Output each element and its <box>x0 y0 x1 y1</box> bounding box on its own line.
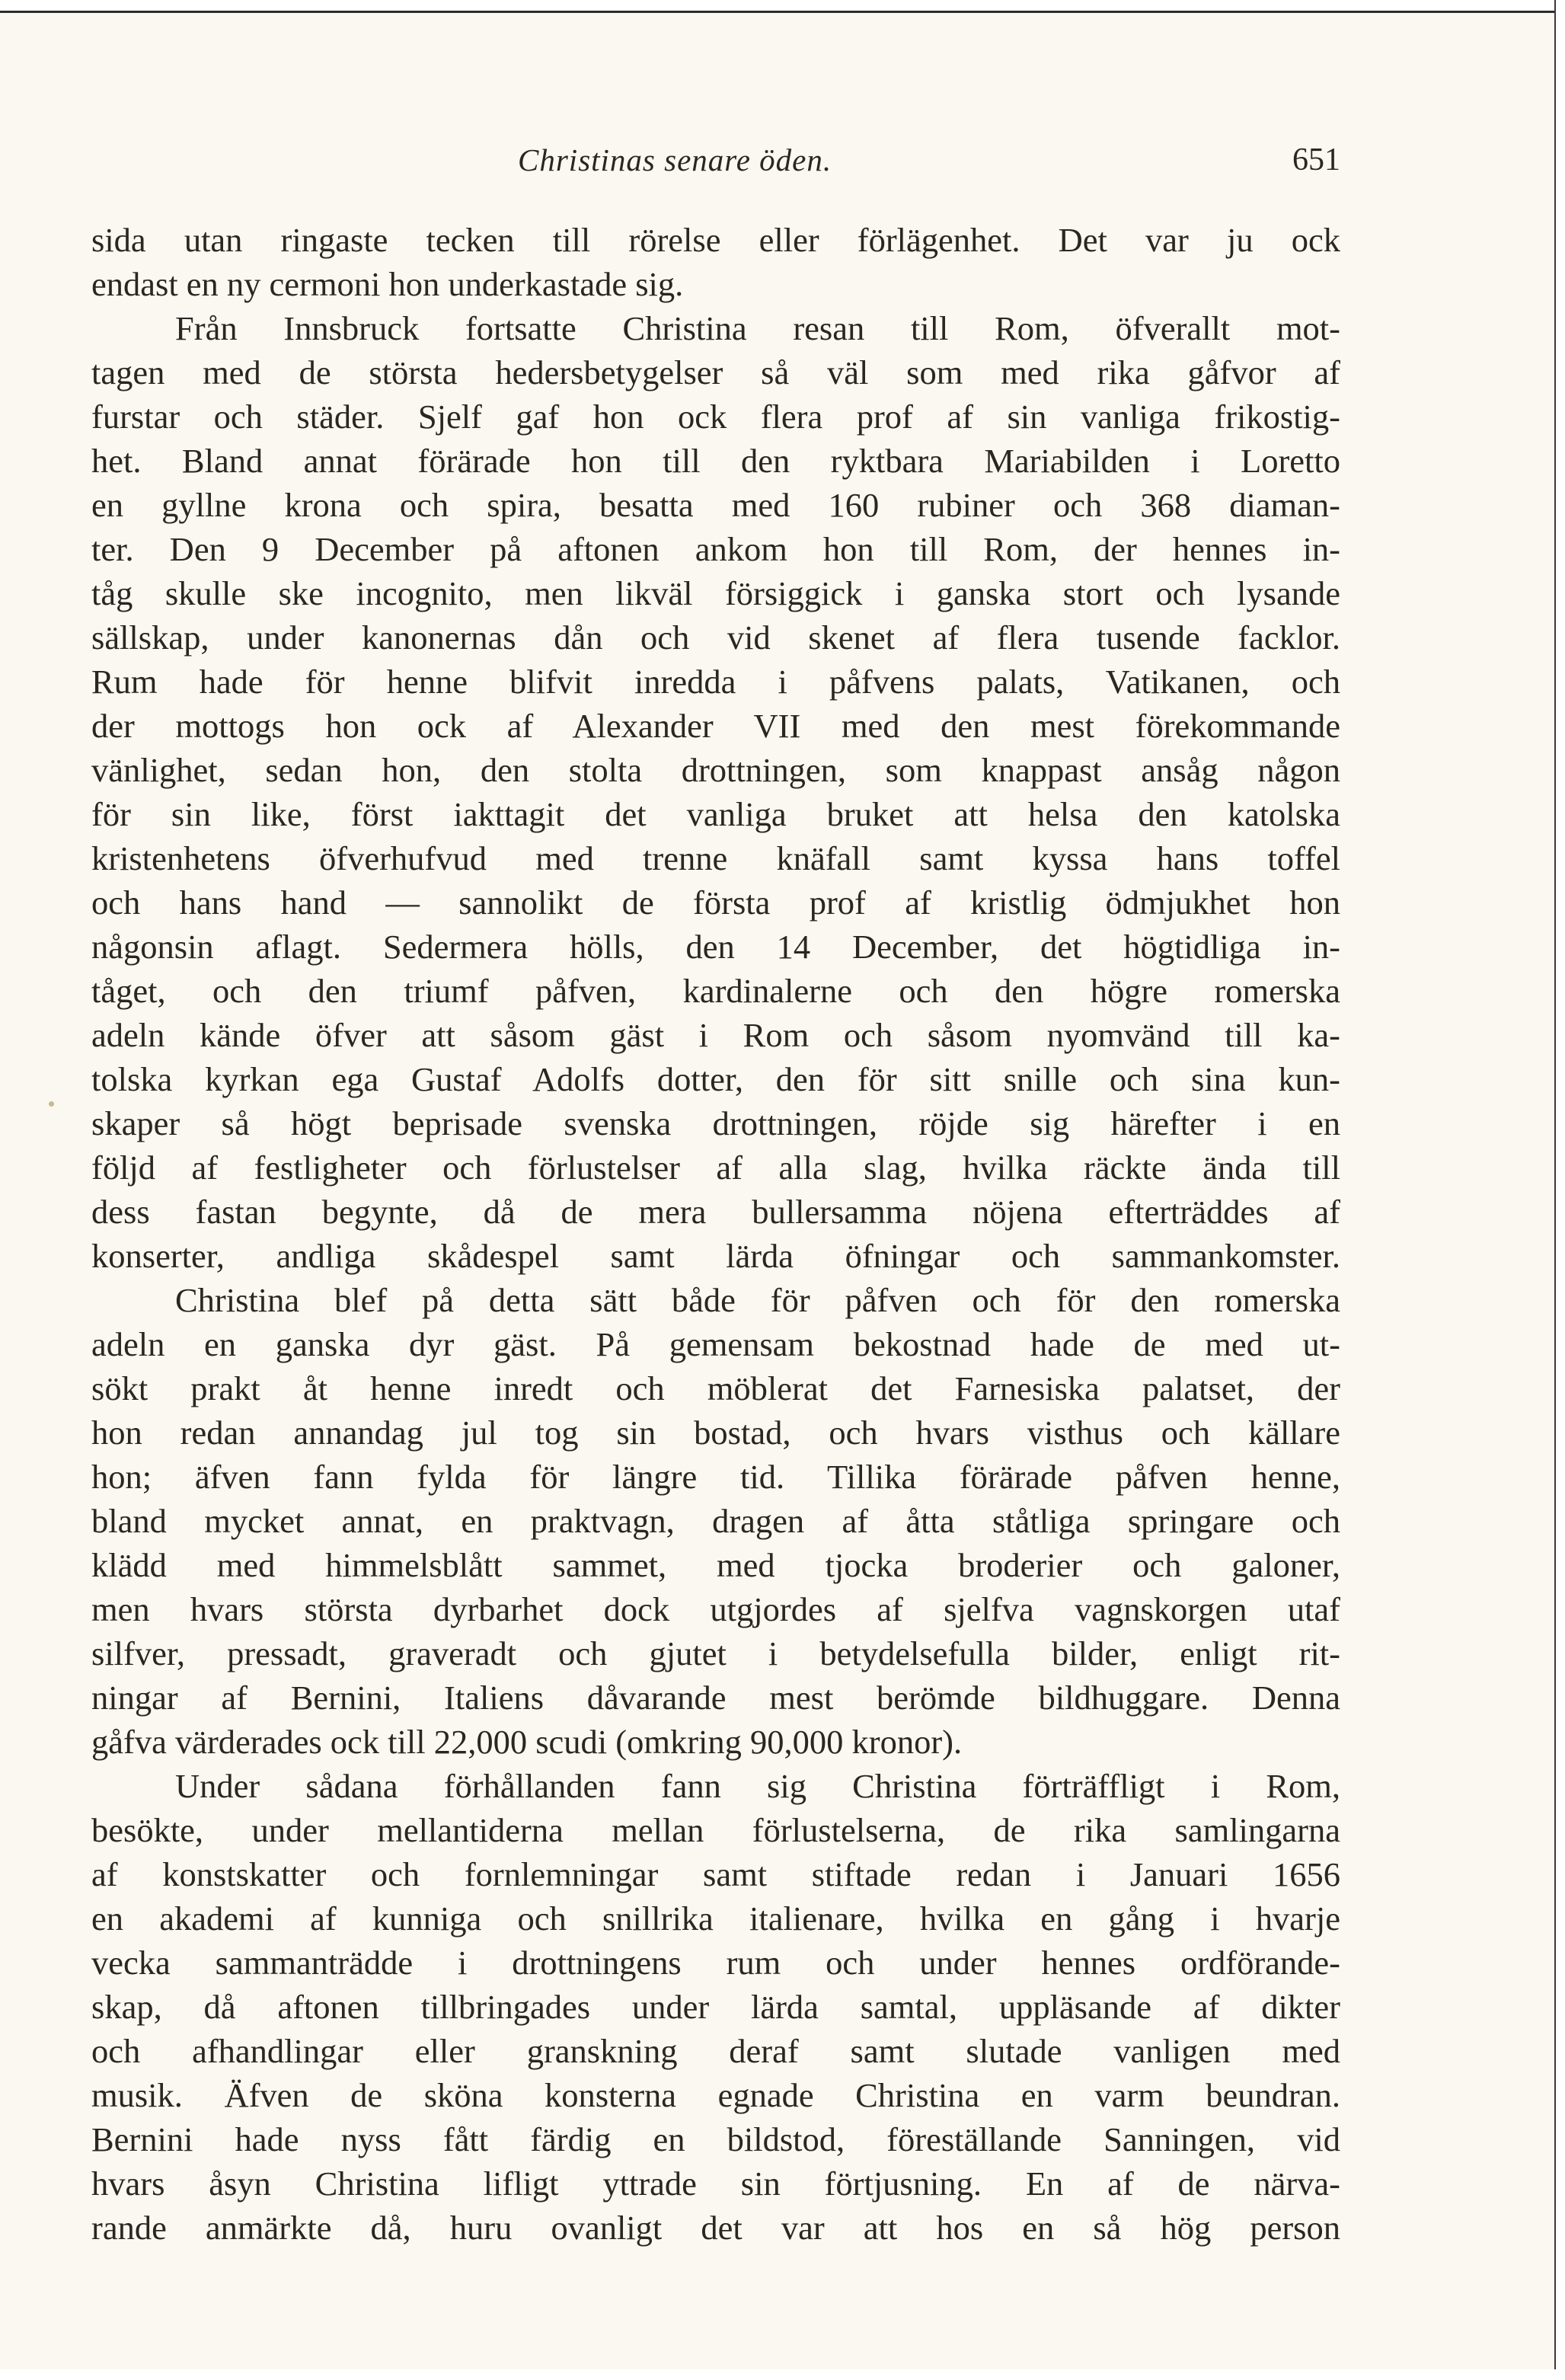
text-line: adeln en ganska dyr gäst. På gemensam bekostnad hade de med ut- <box>91 1325 1340 1363</box>
text-line: silfver, pressadt, graveradt och gjutet i betydelsefulla bilder, enligt rit- <box>91 1634 1340 1672</box>
text-line: skap, då aftonen tillbringades under lärda samtal, uppläsande af dikter <box>91 1988 1340 2026</box>
scan-edge-bottom <box>0 2369 1565 2380</box>
text-line: sällskap, under kanonernas dån och vid skenet af flera tusende facklor. <box>91 618 1340 656</box>
margin-mark <box>49 1101 54 1107</box>
text-line: vänlighet, sedan hon, den stolta drottningen, som knappast ansåg någon <box>91 751 1340 789</box>
text-line: hon redan annandag jul tog sin bostad, och hvars visthus och källare <box>91 1414 1340 1452</box>
text-line: bland mycket annat, en praktvagn, dragen af åtta ståtliga springare och <box>91 1502 1340 1540</box>
text-line: följd af festligheter och förlustelser af alla slag, hvilka räckte ända till <box>91 1148 1340 1187</box>
page-number: 651 <box>1292 142 1340 177</box>
text-line: musik. Äfven de sköna konsterna egnade Christina en varm beundran. <box>91 2076 1340 2114</box>
running-title: Christinas senare öden. <box>518 142 832 177</box>
text-line: sökt prakt åt henne inredt och möblerat det Farnesiska palatset, der <box>91 1369 1340 1407</box>
text-line: adeln kände öfver att såsom gäst i Rom och såsom nyomvänd till ka- <box>91 1016 1340 1054</box>
body-text <box>91 218 1340 2250</box>
text-line: het. Bland annat förärade hon till den ryktbara Mariabilden i Loretto <box>91 442 1340 480</box>
text-line: Från Innsbruck fortsatte Christina resan till Rom, öfverallt mot- <box>175 309 1340 347</box>
text-line: hon; äfven fann fylda för längre tid. Tillika förärade påfven henne, <box>91 1458 1340 1496</box>
text-line: gåfva värderades ock till 22,000 scudi (omkring 90,000 kronor). <box>91 1723 963 1761</box>
text-line: för sin like, först iakttagit det vanliga bruket att helsa den katolska <box>91 795 1340 833</box>
text-line: dess fastan begynte, då de mera bullersamma nöjena efterträddes af <box>91 1193 1340 1231</box>
text-line: hvars åsyn Christina lifligt yttrade sin förtjusning. En af de närva- <box>91 2164 1340 2203</box>
text-line: en akademi af kunniga och snillrika italienare, hvilka en gång i hvarje <box>91 1899 1340 1938</box>
text-line: Christina blef på detta sätt både för påfven och för den romerska <box>175 1281 1340 1319</box>
text-line: ningar af Bernini, Italiens dåvarande mest berömde bildhuggare. Denna <box>91 1679 1340 1717</box>
text-line: Under sådana förhållanden fann sig Christina förträffligt i Rom, <box>175 1767 1340 1805</box>
text-line: kristenhetens öfverhufvud med trenne knäfall samt kyssa hans toffel <box>91 839 1340 877</box>
text-line: Rum hade för henne blifvit inredda i påfvens palats, Vatikanen, och <box>91 663 1340 701</box>
text-line: skaper så högt beprisade svenska drottningen, röjde sig härefter i en <box>91 1104 1340 1142</box>
text-line: vecka sammanträdde i drottningens rum och under hennes ordförande- <box>91 1944 1340 1982</box>
text-line: tåget, och den triumf påfven, kardinalerne och den högre romerska <box>91 972 1340 1010</box>
text-line: en gyllne krona och spira, besatta med 160 rubiner och 368 diaman- <box>91 486 1340 524</box>
text-line: Bernini hade nyss fått färdig en bildstod, föreställande Sanningen, vid <box>91 2120 1340 2158</box>
scan-edge-top <box>0 0 1565 13</box>
text-line: tagen med de största hedersbetygelser så väl som med rika gåfvor af <box>91 353 1340 391</box>
scan-edge-right <box>1554 0 1565 2380</box>
text-line: rande anmärkte då, huru ovanligt det var att hos en så hög person <box>91 2209 1340 2247</box>
page-header <box>91 142 1340 195</box>
text-line: och hans hand — sannolikt de första prof af kristlig ödmjukhet hon <box>91 883 1340 922</box>
text-line: konserter, andliga skådespel samt lärda öfningar och sammankomster. <box>91 1237 1340 1275</box>
text-line: besökte, under mellantiderna mellan förlustelserna, de rika samlingarna <box>91 1811 1340 1849</box>
text-line: och afhandlingar eller granskning deraf samt slutade vanligen med <box>91 2032 1340 2070</box>
text-line: någonsin aflagt. Sedermera hölls, den 14 December, det högtidliga in- <box>91 928 1340 966</box>
text-line: endast en ny cermoni hon underkastade sig. <box>91 265 684 303</box>
text-line: sida utan ringaste tecken till rörelse eller förlägenhet. Det var ju ock <box>91 221 1340 259</box>
text-line: men hvars största dyrbarhet dock utgjordes af sjelfva vagnskorgen utaf <box>91 1590 1340 1628</box>
text-line: af konstskatter och fornlemningar samt stiftade redan i Januari 1656 <box>91 1855 1340 1893</box>
text-line: furstar och städer. Sjelf gaf hon ock flera prof af sin vanliga frikostig- <box>91 398 1340 436</box>
text-line: tolska kyrkan ega Gustaf Adolfs dotter, den för sitt snille och sina kun- <box>91 1060 1340 1098</box>
text-line: klädd med himmelsblått sammet, med tjocka broderier och galoner, <box>91 1546 1340 1584</box>
text-line: tåg skulle ske incognito, men likväl försiggick i ganska stort och lysande <box>91 574 1340 612</box>
text-line: ter. Den 9 December på aftonen ankom hon till Rom, der hennes in- <box>91 530 1340 568</box>
text-line: der mottogs hon ock af Alexander VII med den mest förekommande <box>91 707 1340 745</box>
